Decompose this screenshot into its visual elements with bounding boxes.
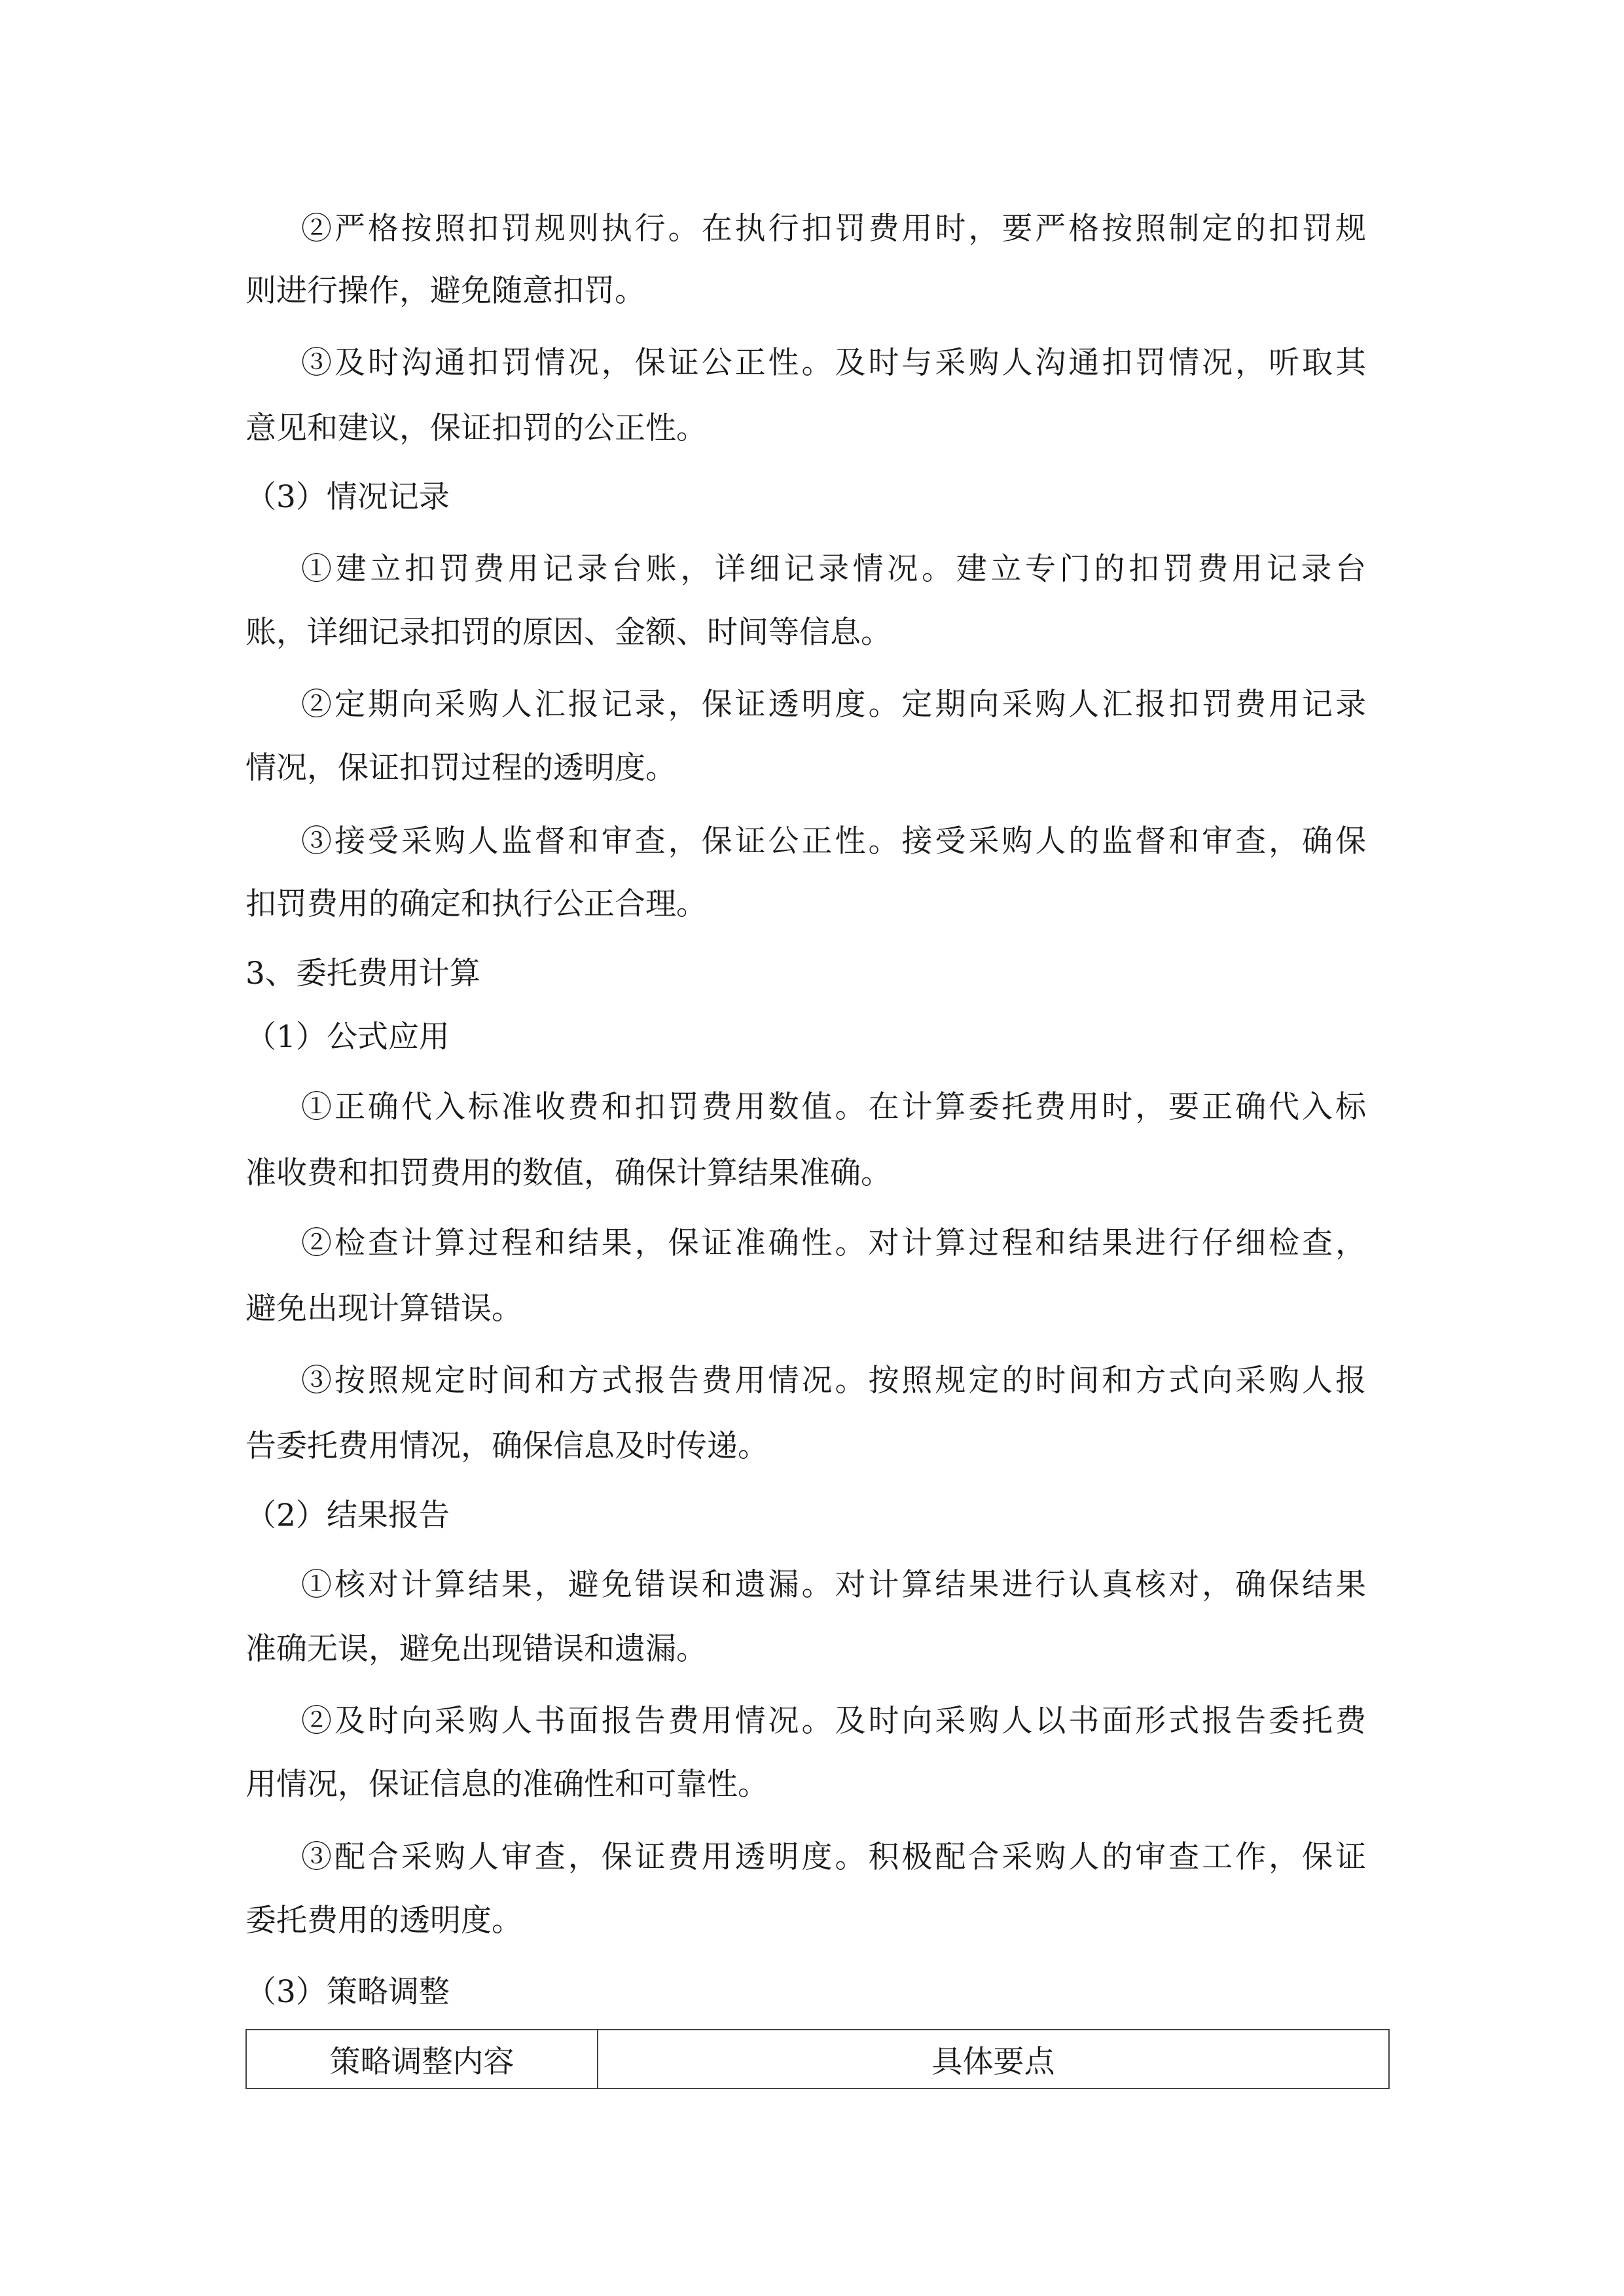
paragraph-line: 情况，保证扣罚过程的透明度。 bbox=[245, 750, 676, 786]
paragraph-line: ①核对计算结果，避免错误和遗漏。对计算结果进行认真核对，确保结果 bbox=[301, 1567, 1366, 1603]
paragraph-line: 委托费用的透明度。 bbox=[245, 1903, 522, 1939]
paragraph-line: 则进行操作，避免随意扣罚。 bbox=[245, 273, 645, 309]
subheading: （1）公式应用 bbox=[245, 1019, 450, 1055]
paragraph-line: ②检查计算过程和结果，保证准确性。对计算过程和结果进行仔细检查， bbox=[301, 1225, 1366, 1261]
paragraph-line: 账，详细记录扣罚的原因、金额、时间等信息。 bbox=[245, 615, 892, 651]
paragraph-line: ①正确代入标准收费和扣罚费用数值。在计算委托费用时，要正确代入标 bbox=[301, 1089, 1366, 1125]
table-header-cell: 具体要点 bbox=[598, 2030, 1389, 2089]
paragraph-line: ③接受采购人监督和审查，保证公正性。接受采购人的监督和审查，确保 bbox=[301, 823, 1366, 859]
paragraph-line: ①建立扣罚费用记录台账，详细记录情况。建立专门的扣罚费用记录台 bbox=[301, 551, 1366, 587]
section-heading: 3、委托费用计算 bbox=[245, 956, 480, 992]
paragraph-line: ②及时向采购人书面报告费用情况。及时向采购人以书面形式报告委托费 bbox=[301, 1703, 1366, 1739]
paragraph-line: 意见和建议，保证扣罚的公正性。 bbox=[245, 410, 707, 446]
paragraph-line: 避免出现计算错误。 bbox=[245, 1291, 522, 1327]
paragraph-line: ②定期向采购人汇报记录，保证透明度。定期向采购人汇报扣罚费用记录 bbox=[301, 687, 1366, 723]
paragraph-line: 告委托费用情况，确保信息及时传递。 bbox=[245, 1428, 768, 1464]
paragraph-line: 扣罚费用的确定和执行公正合理。 bbox=[245, 886, 707, 922]
subheading: （3）策略调整 bbox=[245, 1974, 450, 2010]
strategy-table bbox=[245, 2029, 1390, 2089]
paragraph-line: ③按照规定时间和方式报告费用情况。按照规定的时间和方式向采购人报 bbox=[301, 1363, 1366, 1399]
paragraph-line: ③及时沟通扣罚情况，保证公正性。及时与采购人沟通扣罚情况，听取其 bbox=[301, 345, 1366, 381]
paragraph-line: ③配合采购人审查，保证费用透明度。积极配合采购人的审查工作，保证 bbox=[301, 1839, 1366, 1875]
subheading: （3）情况记录 bbox=[245, 479, 450, 515]
paragraph-line: 准收费和扣罚费用的数值，确保计算结果准确。 bbox=[245, 1155, 892, 1191]
paragraph-line: 用情况，保证信息的准确性和可靠性。 bbox=[245, 1767, 768, 1803]
paragraph-line: ②严格按照扣罚规则执行。在执行扣罚费用时，要严格按照制定的扣罚规 bbox=[301, 211, 1366, 247]
paragraph-line: 准确无误，避免出现错误和遗漏。 bbox=[245, 1631, 707, 1667]
table-header-cell: 策略调整内容 bbox=[246, 2030, 598, 2089]
table-header-row bbox=[246, 2030, 1389, 2089]
subheading: （2）结果报告 bbox=[245, 1498, 450, 1534]
